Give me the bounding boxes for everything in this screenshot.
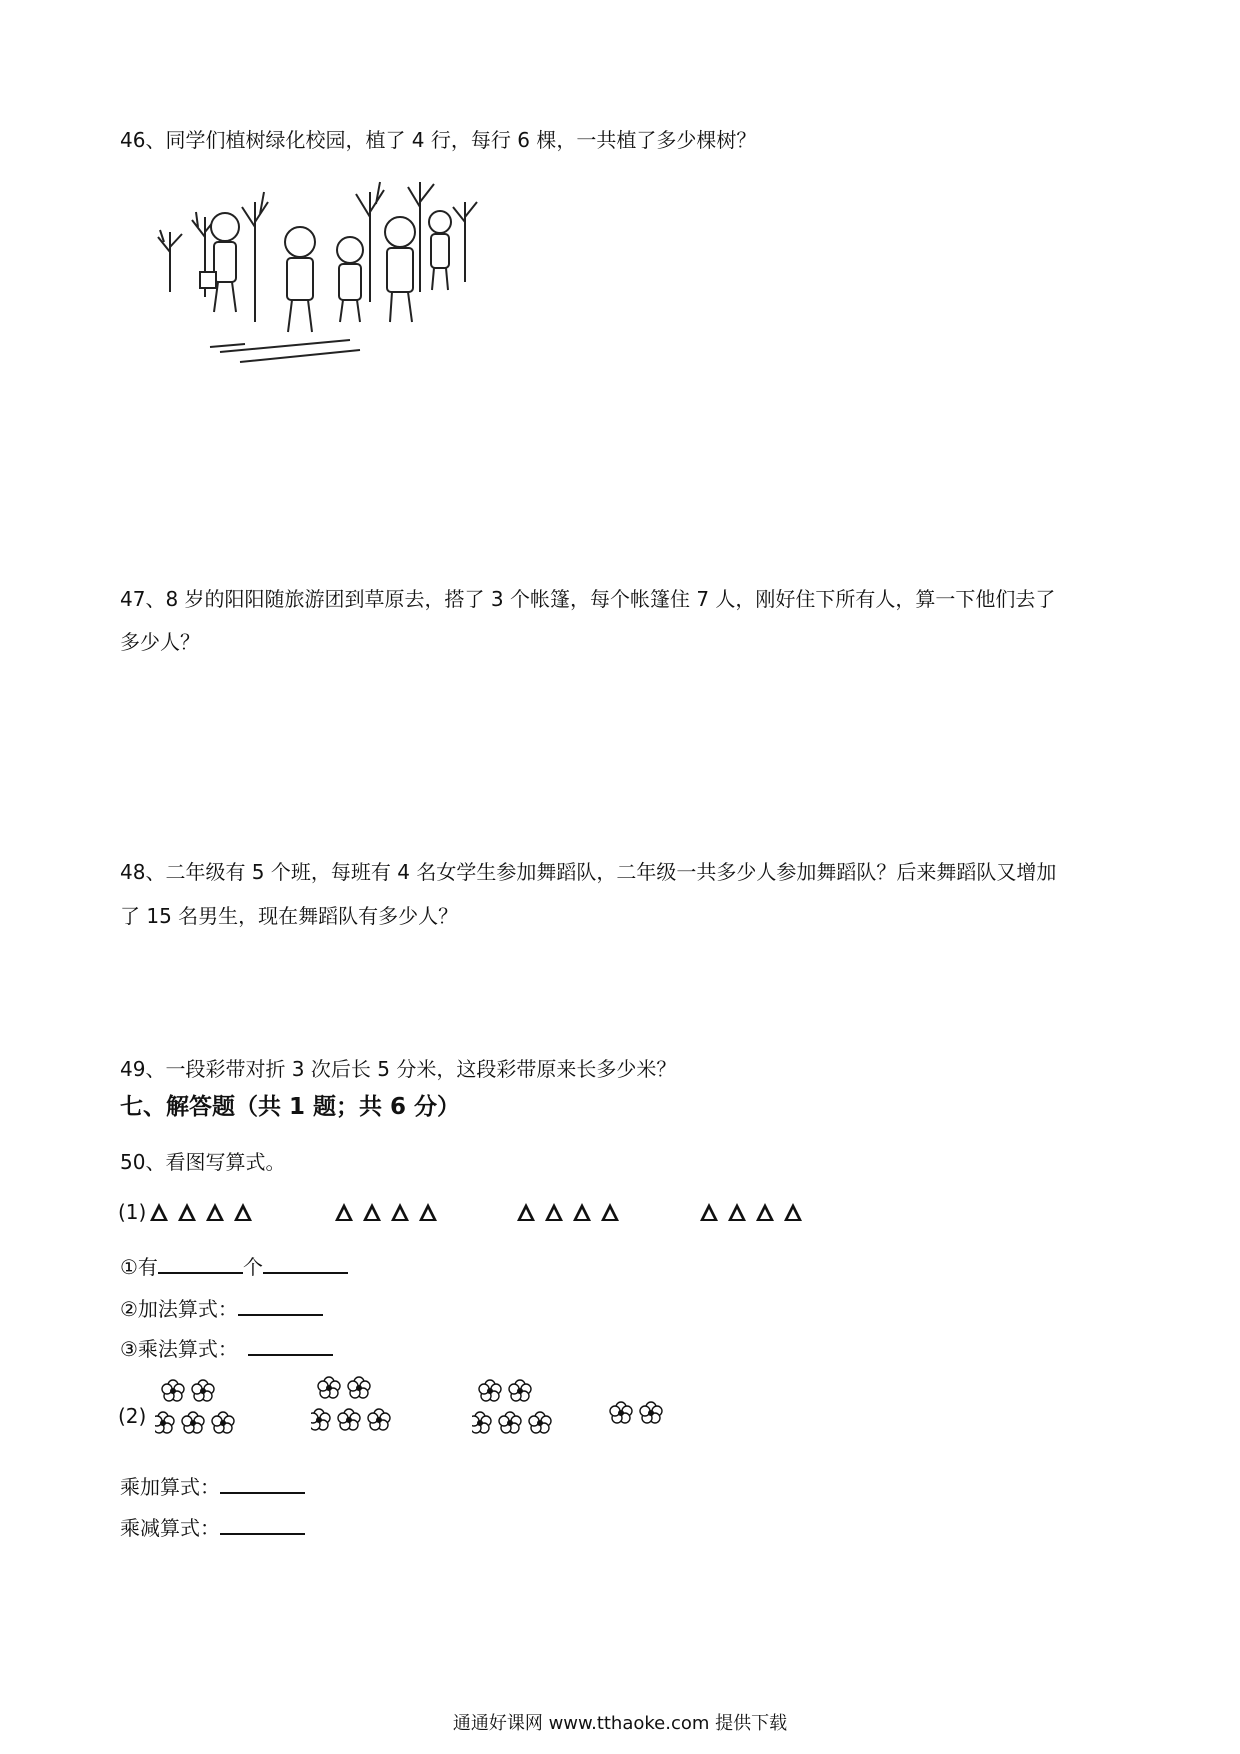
triangle-icon — [335, 1203, 353, 1221]
triangle-icon — [150, 1203, 168, 1221]
multiply-add-blank[interactable] — [220, 1472, 305, 1494]
flower-group-1 — [155, 1378, 245, 1440]
triangle-icon — [545, 1203, 563, 1221]
answer-blank-1[interactable] — [158, 1252, 243, 1274]
item-1-prefix: ①有 — [120, 1255, 158, 1279]
multiplication-label: ③乘法算式： — [120, 1337, 238, 1361]
page-footer: 通通好课网 www.tthaoke.com 提供下载 — [452, 1713, 788, 1734]
multiply-subtract-blank[interactable] — [220, 1513, 305, 1535]
triangle-icon — [391, 1203, 409, 1221]
flower-icon — [348, 1377, 370, 1398]
multiply-subtract-label: 乘减算式： — [120, 1516, 220, 1540]
flower-icon — [610, 1402, 632, 1423]
part-1-item-2 — [120, 1294, 323, 1323]
flower-icon — [212, 1412, 234, 1433]
triangle-icon — [206, 1203, 224, 1221]
question-50: 50、看图写算式。 — [120, 1150, 286, 1174]
flower-icon — [318, 1377, 340, 1398]
flower-icon — [368, 1409, 390, 1430]
triangle-icon — [419, 1203, 437, 1221]
question-48-line-1: 48、二年级有 5 个班，每班有 4 名女学生参加舞蹈队，二年级一共多少人参加舞蹈队？后来舞蹈队又增加 — [120, 860, 1057, 884]
flower-icon — [311, 1409, 330, 1430]
triangle-icon — [756, 1203, 774, 1221]
question-47-line-1: 47、8 岁的阳阳随旅游团到草原去，搭了 3 个帐篷，每个帐篷住 7 人，刚好住下所有人，算一下他们去了 — [120, 587, 1056, 611]
triangle-icon — [234, 1203, 252, 1221]
flower-icon — [509, 1380, 531, 1401]
triangle-icon — [573, 1203, 591, 1221]
flower-icon — [192, 1380, 214, 1401]
flower-icon — [479, 1380, 501, 1401]
part-2-label: (2) — [118, 1404, 147, 1428]
flower-icon — [472, 1412, 491, 1433]
triangle-icon — [784, 1203, 802, 1221]
triangle-group-2 — [335, 1203, 437, 1221]
flower-group-2 — [311, 1375, 401, 1437]
part-1-item-3 — [120, 1334, 333, 1363]
question-47-line-2: 多少人？ — [120, 630, 200, 654]
addition-blank[interactable] — [238, 1294, 323, 1316]
section-7-title: 七、解答题（共 1 题；共 6 分） — [120, 1094, 461, 1120]
flower-icon — [162, 1380, 184, 1401]
triangle-icon — [601, 1203, 619, 1221]
flower-icon — [640, 1402, 662, 1423]
triangle-icon — [728, 1203, 746, 1221]
children-planting-trees-illustration — [150, 172, 490, 377]
question-46: 46、同学们植树绿化校园，植了 4 行，每行 6 棵，一共植了多少棵树？ — [120, 128, 757, 152]
flower-icon — [182, 1412, 204, 1433]
answer-blank-2[interactable] — [263, 1252, 348, 1274]
flower-group-3 — [472, 1378, 562, 1440]
triangle-icon — [178, 1203, 196, 1221]
triangle-group-3 — [517, 1203, 619, 1221]
part-2-item-2 — [120, 1513, 305, 1542]
triangle-icon — [363, 1203, 381, 1221]
flower-icon — [155, 1412, 174, 1433]
triangle-group-4 — [700, 1203, 802, 1221]
question-49: 49、一段彩带对折 3 次后长 5 分米，这段彩带原来长多少米？ — [120, 1057, 677, 1081]
part-2-item-1 — [120, 1472, 305, 1501]
flower-group-4 — [605, 1398, 675, 1428]
question-48-line-2: 了 15 名男生，现在舞蹈队有多少人？ — [120, 904, 459, 928]
flower-icon — [529, 1412, 551, 1433]
multiply-add-label: 乘加算式： — [120, 1475, 220, 1499]
flower-icon — [338, 1409, 360, 1430]
flower-icon — [499, 1412, 521, 1433]
part-1-item-1 — [120, 1252, 348, 1281]
part-1-label: (1) — [118, 1200, 147, 1224]
item-1-mid: 个 — [242, 1255, 263, 1279]
multiplication-blank[interactable] — [248, 1334, 333, 1356]
triangle-group-1 — [150, 1203, 252, 1221]
triangle-icon — [517, 1203, 535, 1221]
addition-label: ②加法算式： — [120, 1297, 238, 1321]
triangle-icon — [700, 1203, 718, 1221]
